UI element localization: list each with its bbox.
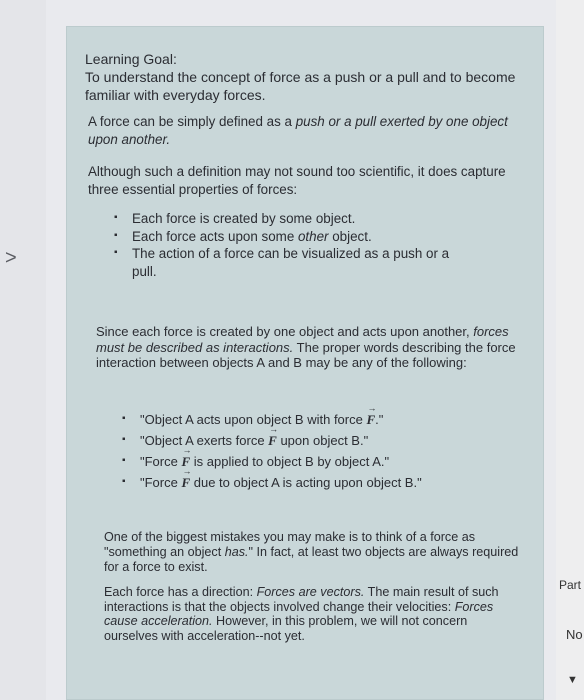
direction-paragraph: Each force has a direction: Forces are vectors. The main result of such interactions is that the objects involved change their velocities: Forces cause acceleration. However, in this problem, we will not concern ourselves with acceleration--not yet. [104,585,499,643]
list-item: ▪ Each force acts upon some other object. [112,228,472,246]
force-vector-symbol: → F [181,451,190,472]
properties-intro-paragraph: Although such a definition may not sound too scientific, it does capture three essential properties of forces: [88,164,506,197]
chevron-right-icon[interactable]: > [5,247,17,269]
definition-paragraph [88,113,528,148]
part-label[interactable]: Part [559,578,582,592]
definition-emphasis: push or a pull exerted by one object upon another. [88,114,508,147]
caret-down-icon[interactable]: ▼ [567,674,578,686]
left-gutter [0,0,46,700]
learning-goal-text: To understand the concept of force as a push or a pull and to become familiar with everyday forces. [85,69,516,103]
interaction-phrases-list [120,409,480,493]
list-item: ▪ "Force → F due to object A is acting upon object B." [120,472,480,493]
list-item: ▪ Each force is created by some object. [112,210,472,228]
list-item: ▪ "Object A exerts force → F upon object B." [120,430,480,451]
force-vector-symbol: → F [366,409,375,430]
interactions-paragraph: Since each force is created by one object and acts upon another, forces must be described as interactions. The proper words describing the force interaction between objects A and B may be any of the following: [96,324,516,370]
definition-text: A force can be simply defined as a [88,114,296,129]
learning-goal-title: Learning Goal: [85,51,177,67]
list-item: ▪ "Force → F is applied to object B by object A." [120,451,480,472]
force-vector-symbol: → F [181,472,190,493]
learning-goal-block [85,50,530,104]
right-side-panel [556,0,584,700]
side-label: No [566,627,583,642]
mistakes-paragraph: One of the biggest mistakes you may make is to think of a force as "something an object has." In fact, at least two objects are always required for a force to exist. [104,530,519,574]
list-item: ▪ "Object A acts upon object B with force → F." [120,409,480,430]
force-vector-symbol: → F [268,430,277,451]
list-item: ▪ The action of a force can be visualized as a push or a pull. [112,245,472,280]
properties-list [112,210,472,280]
